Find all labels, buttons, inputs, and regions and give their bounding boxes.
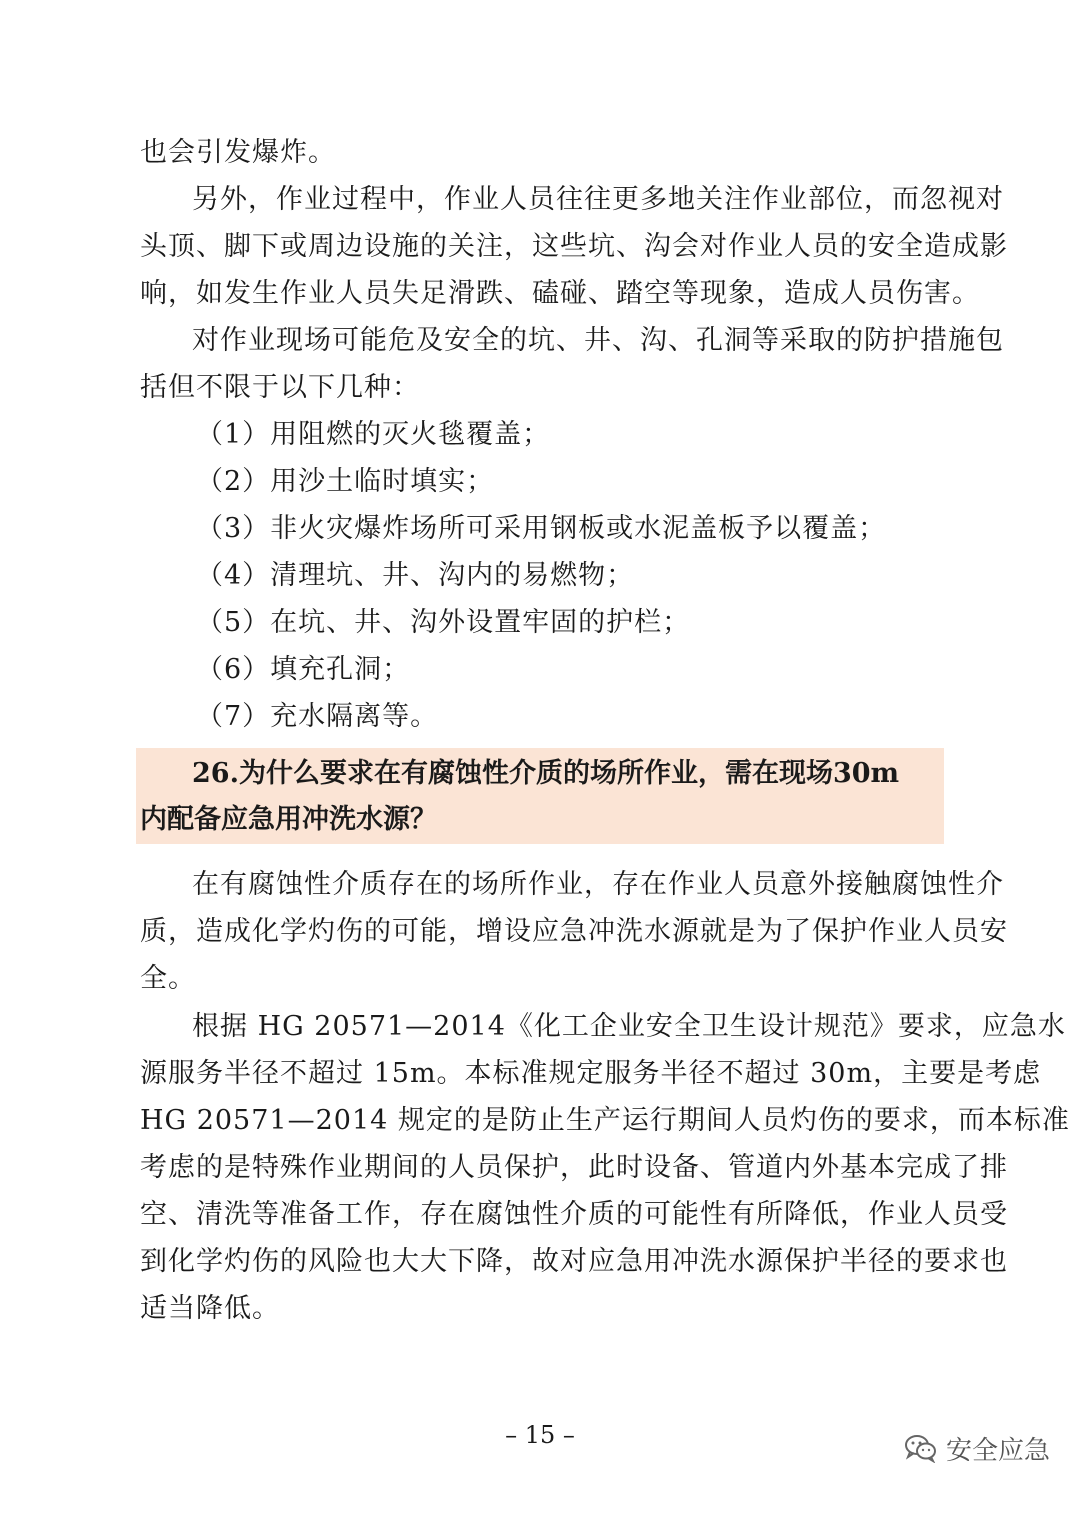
wechat-icon [904, 1433, 938, 1463]
list-item: （6）填充孔洞； [196, 654, 411, 685]
paragraph-line: 空、清洗等准备工作，存在腐蚀性介质的可能性有所降低，作业人员受 [140, 1199, 1008, 1230]
paragraph-line: 根据 HG 20571—2014《化工企业安全卫生设计规范》要求，应急水 [192, 1011, 1066, 1042]
paragraph-line: 适当降低。 [140, 1293, 280, 1324]
watermark-text: 安全应急 [946, 1435, 1051, 1466]
list-item: （4）清理坑、井、沟内的易燃物； [196, 560, 635, 591]
list-item: （3）非火灾爆炸场所可采用钢板或水泥盖板予以覆盖； [196, 513, 887, 544]
page-number: – 15 – [505, 1421, 575, 1449]
paragraph-line: HG 20571—2014 规定的是防止生产运行期间人员灼伤的要求，而本标准 [140, 1105, 1070, 1136]
paragraph-line: 头顶、脚下或周边设施的关注，这些坑、沟会对作业人员的安全造成影 [140, 231, 1008, 262]
paragraph-line: 括但不限于以下几种： [140, 372, 420, 403]
question-heading [136, 748, 944, 844]
question-heading-line: 26.为什么要求在有腐蚀性介质的场所作业，需在现场30m [192, 758, 900, 789]
list-item: （5）在坑、井、沟外设置牢固的护栏； [196, 607, 691, 638]
paragraph-line: 对作业现场可能危及安全的坑、井、沟、孔洞等采取的防护措施包 [192, 325, 1004, 356]
question-heading-line: 内配备应急用冲洗水源？ [140, 804, 437, 835]
paragraph-line: 在有腐蚀性介质存在的场所作业，存在作业人员意外接触腐蚀性介 [192, 869, 1004, 900]
list-item: （1）用阻燃的灭火毯覆盖； [196, 419, 551, 450]
watermark [904, 1428, 1050, 1468]
list-item: （2）用沙土临时填实； [196, 466, 495, 497]
paragraph-line: 质，造成化学灼伤的可能，增设应急冲洗水源就是为了保护作业人员安 [140, 916, 1008, 947]
paragraph-line: 到化学灼伤的风险也大大下降，故对应急用冲洗水源保护半径的要求也 [140, 1246, 1008, 1277]
list-item: （7）充水隔离等。 [196, 701, 439, 732]
paragraph-line: 另外，作业过程中，作业人员往往更多地关注作业部位，而忽视对 [192, 184, 1004, 215]
paragraph-line: 源服务半径不超过 15m。本标准规定服务半径不超过 30m，主要是考虑 [140, 1058, 1042, 1089]
paragraph-line: 考虑的是特殊作业期间的人员保护，此时设备、管道内外基本完成了排 [140, 1152, 1008, 1183]
paragraph-line: 响，如发生作业人员失足滑跌、磕碰、踏空等现象，造成人员伤害。 [140, 278, 980, 309]
paragraph-line: 全。 [140, 963, 196, 994]
paragraph-line: 也会引发爆炸。 [140, 137, 336, 168]
